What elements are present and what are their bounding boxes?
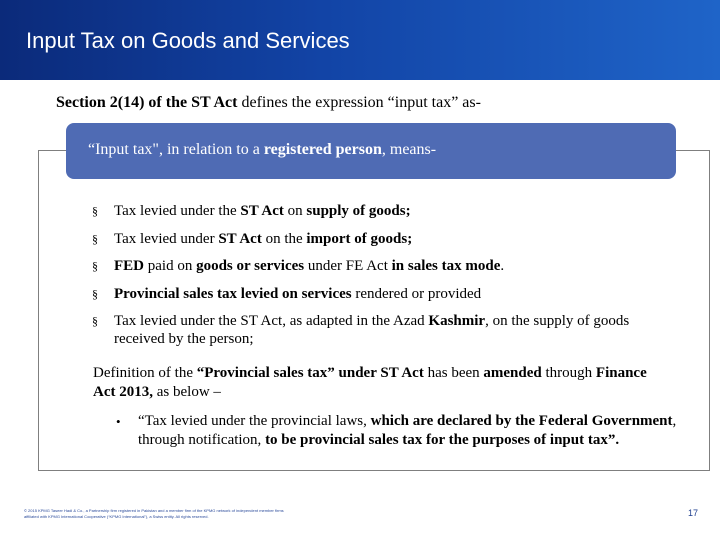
list-item [92,257,672,275]
callout-text-c: , means- [381,141,437,158]
paragraph-bold: Finance Act 2013, [93,365,647,400]
paragraph-text: through [541,365,596,381]
copyright-footer: © 2015 KPMG Taseer Hadi & Co., a Partnership firm registered in Pakistan and a member firm of the KPMG network of independent member firms affiliated with KPMG International Cooperative (“KPMG International”), a Swiss entity. All rights reserved. [24,508,284,519]
list-item-bold: goods or services [196,258,305,274]
intro-section-ref: Section 2(14) of the ST Act [56,94,238,111]
list-item-text: paid on [144,258,197,274]
list-item-text: Tax levied under the ST Act, as adapted in the Azad [114,313,429,329]
bullet-icon: § [92,286,98,301]
paragraph-bold: amended [483,365,542,381]
page-title: Input Tax on Goods and Services [26,28,350,53]
bullet-icon: § [92,231,98,246]
list-item-bold: in sales tax mode [391,258,501,274]
list-item-text: Tax levied under the [114,203,241,219]
list-item-text: under FE Act [304,258,392,274]
list-item-bold: Kashmir [428,313,486,329]
bullet-icon: § [92,314,98,328]
list-item-text: on the [261,230,307,247]
quote-text: , through notification, [138,413,677,448]
quote-bold: which are declared by the Federal Government [370,413,673,429]
frame-top-right-border [676,150,709,151]
list-item-bold: ST Act [240,203,284,219]
list-item-text: , on the supply of goods received by the person; [114,313,630,347]
amended-definition-quote [116,412,678,450]
title-bar [0,0,720,80]
paragraph-text: has been [423,365,484,381]
list-item [92,230,672,248]
list-item [92,312,672,348]
page-number: 17 [688,508,699,518]
intro-text: defines the expression “input tax” as- [237,94,481,111]
list-item-text: Tax levied under [114,230,219,247]
callout-text-bold: registered person [263,141,382,158]
callout-text-a: “Input tax", in relation to a [88,141,264,158]
quote-text: “Tax levied under the provincial laws, [138,413,371,429]
quote-bold: to be provincial sales tax for the purposes of input tax”. [265,432,620,448]
list-item-bold: ST Act [218,230,262,247]
paragraph-text: Definition of the [93,365,197,381]
callout-text [88,141,436,159]
paragraph-text: as below – [153,384,221,400]
frame-top-left-border [38,150,66,151]
list-item-text: . [500,258,505,274]
list-item-text: on [283,203,307,219]
paragraph-bold: “Provincial sales tax” under ST Act [196,365,424,381]
bullet-icon: § [92,259,98,273]
bullet-icon: § [92,204,98,218]
list-item-bold: supply of goods; [306,203,411,219]
amendment-paragraph [93,364,663,402]
definition-callout [66,123,676,179]
dot-bullet-icon: • [116,414,121,429]
list-item-bold: import of goods; [306,230,413,247]
list-item-text: rendered or provided [351,285,482,302]
input-tax-list [92,202,672,358]
intro-line [56,94,481,112]
list-item [92,202,672,220]
list-item-bold: FED [114,258,144,274]
list-item [92,285,672,303]
list-item-bold: Provincial sales tax levied on services [114,285,352,302]
